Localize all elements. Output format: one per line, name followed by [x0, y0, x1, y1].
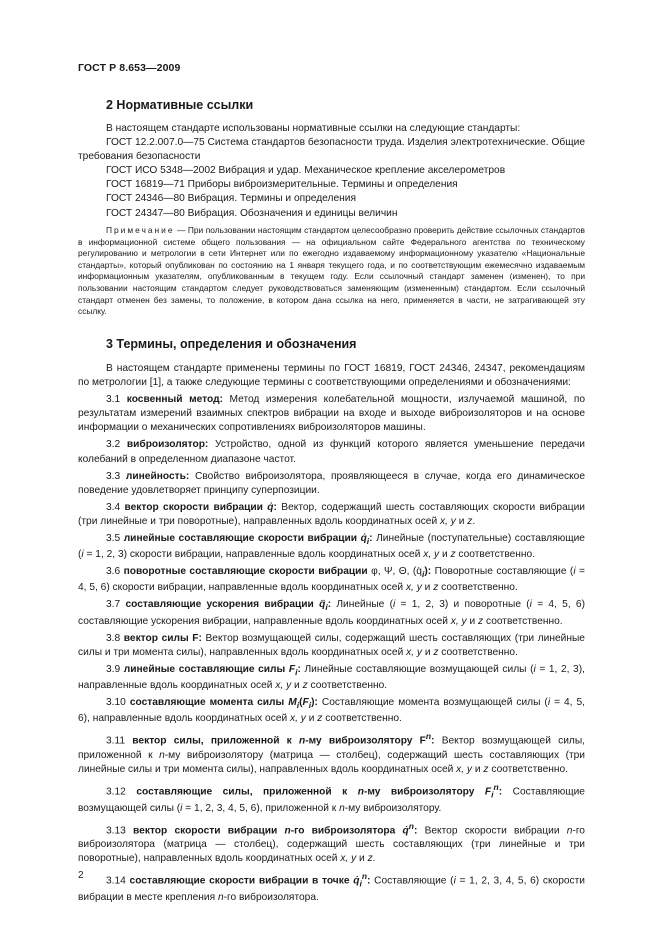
definition-3-13: 3.13 вектор скорости вибрации n-го виброизолятора q̇$^n$: Вектор скорости вибрации n-го виброизолятора (матрица — столбец), содержащий шесть составляющих (три линейные и три поворотные), направленных вдоль координатных осей x, y и z. [78, 820, 585, 865]
term: составляющие момента силы [129, 697, 285, 709]
section-2-title: 2 Нормативные ссылки [106, 98, 254, 112]
definition-3-3: 3.3 линейность: Свойство виброизолятора, проявляющееся в случае, когда его динамическое поведение удовлетворяет принципу суперпозиции. [78, 470, 585, 496]
term: косвенный метод: [126, 394, 223, 406]
term: линейные составляющие силы [123, 663, 286, 675]
term: составляющие ускорения вибрации [125, 599, 314, 611]
definition-3-12: 3.12 составляющие силы, приложенной к n-му виброизолятору $F_i^n$: Составляющие возмущающей силы (i = 1, 2, 3, 4, 5, 6), приложенной к n-му виброизолятору. [78, 781, 585, 814]
reference-item: ГОСТ 24346—80 Вибрация. Термины и определения [106, 193, 356, 205]
term: вектор скорости вибрации [124, 501, 263, 513]
term: вектор скорости вибрации [133, 824, 278, 836]
definition-3-1: 3.1 косвенный метод: Метод измерения колебательной мощности, излучаемой машиной, по результатам измерений взаимных спектров вибрации на входе и выходе виброизоляторов и на основе информации о механических сопротивлениях виброизоляторов машины. [78, 394, 585, 434]
definition-3-7: 3.7 составляющие ускорения вибрации $q̈_i$: Линейные (i = 1, 2, 3) и поворотные (i = 4, 5, 6) составляющие ускорения вибрации, направленные вдоль координатных осей x, y и z соответственно. [78, 599, 585, 627]
term: линейность: [125, 470, 190, 482]
reference-item: ГОСТ 24347—80 Вибрация. Обозначения и единицы величин [106, 207, 398, 219]
term: вектор силы, приложенной к [132, 735, 292, 747]
definition-3-6: 3.6 поворотные составляющие скорости вибрации φ, Ψ, Θ, $(q̇_i)$: Поворотные составляющие (i = 4, 5, 6) скорости вибрации, направленные вдоль координатных осей x, y и z соответственно. [78, 566, 585, 594]
reference-item: ГОСТ 16819—71 Приборы виброизмерительные. Термины и определения [106, 179, 458, 191]
term: поворотные составляющие скорости вибрации [123, 566, 368, 578]
page-number: 2 [78, 870, 84, 881]
reference-item: ГОСТ ИСО 5348—2002 Вибрация и удар. Механическое крепление акселерометров [106, 165, 506, 177]
definition-3-5: 3.5 линейные составляющие скорости вибрации $q̇_i$: Линейные (поступательные) составляющие (i = 1, 2, 3) скорости вибрации, направленные вдоль координатных осей x, y и z соответственно. [78, 533, 585, 561]
note-label: Примечание [106, 225, 175, 235]
definition-3-14: 3.14 составляющие скорости вибрации в точке $q̇_i^n$: Составляющие (i = 1, 2, 3, 4, 5, 6) скорости вибрации в месте крепления n-го виброизолятора. [78, 871, 585, 903]
references-intro: В настоящем стандарте использованы нормативные ссылки на следующие стандарты: [106, 123, 521, 134]
definition-3-8: 3.8 вектор силы F: Вектор возмущающей силы, содержащий шесть составляющих (три линейные силы и три момента силы), направленных вдоль координатных осей x, y и z соответственно. [78, 632, 585, 658]
term: линейные составляющие скорости вибрации [123, 533, 358, 545]
term: виброизолятор: [126, 439, 209, 451]
normative-references [78, 122, 585, 221]
section-3-title: 3 Термины, определения и обозначения [106, 337, 357, 351]
note-text: — При пользовании настоящим стандартом целесообразно проверить действие ссылочных стандартов в информационной системе общего пользования — на официальном сайте Федерального агентства по техническому регулированию и метрологии в сети Интернет или по ежегодно издаваемому информационному указателю «Национальные стандарты», который опубликован по состоянию на 1 января текущего года, и по соответствующим ежемесячно издаваемым информационным указателям, опубликованным в текущем году. Если ссылочный стандарт заменен (изменен), то при пользовании настоящим стандартом следует руководствоваться заменяющим (измененным) стандартом. Если ссылочный стандарт отменен без замены, то положение, в котором дана ссылка на него, применяется в части, не затрагивающей эту ссылку. [78, 225, 585, 317]
references-note [78, 225, 585, 318]
definition-3-10: 3.10 составляющие момента силы $M_i(F_i)$: Составляющие момента возмущающей силы (i = 4, 5, 6), направленные вдоль координатных осей x, y и z соответственно. [78, 697, 585, 725]
document-id: ГОСТ Р 8.653—2009 [78, 62, 181, 74]
term: составляющие силы, приложенной к [136, 786, 348, 798]
definition-3-2: 3.2 виброизолятор: Устройство, одной из функций которого является уменьшение передачи колебаний в определенном диапазоне частот. [78, 439, 585, 465]
definition-3-9: 3.9 линейные составляющие силы $F_i$: Линейные составляющие возмущающей силы (i = 1, 2, 3), направленные вдоль координатных осей x, y и z соответственно. [78, 663, 585, 691]
term: вектор силы F: [123, 632, 202, 644]
reference-item: ГОСТ 12.2.007.0—75 Система стандартов безопасности труда. Изделия электротехнические. Общие требования безопасности [78, 137, 585, 163]
definition-3-11: 3.11 вектор силы, приложенной к n-му виброизолятору $F^n$: Вектор возмущающей силы, приложенной к n-му виброизолятору (матрица — столбец), содержащий шесть составляющих (три линейные силы и три момента силы), направленных вдоль координатных осей x, y и z соответственно. [78, 731, 585, 775]
definition-3-4: 3.4 вектор скорости вибрации q̇: Вектор, содержащий шесть составляющих скорости вибрации (три линейные и три поворотные), направленных вдоль координатных осей x, y и z. [78, 501, 585, 527]
term: составляющие скорости вибрации в точке [129, 875, 350, 887]
terms-intro: В настоящем стандарте применены термины по ГОСТ 16819, ГОСТ 24346, 24347, рекомендациям по метрологии [1], а также следующие термины с соответствующими определениями и обозначениями: [78, 363, 585, 389]
terms-definitions [78, 362, 585, 908]
